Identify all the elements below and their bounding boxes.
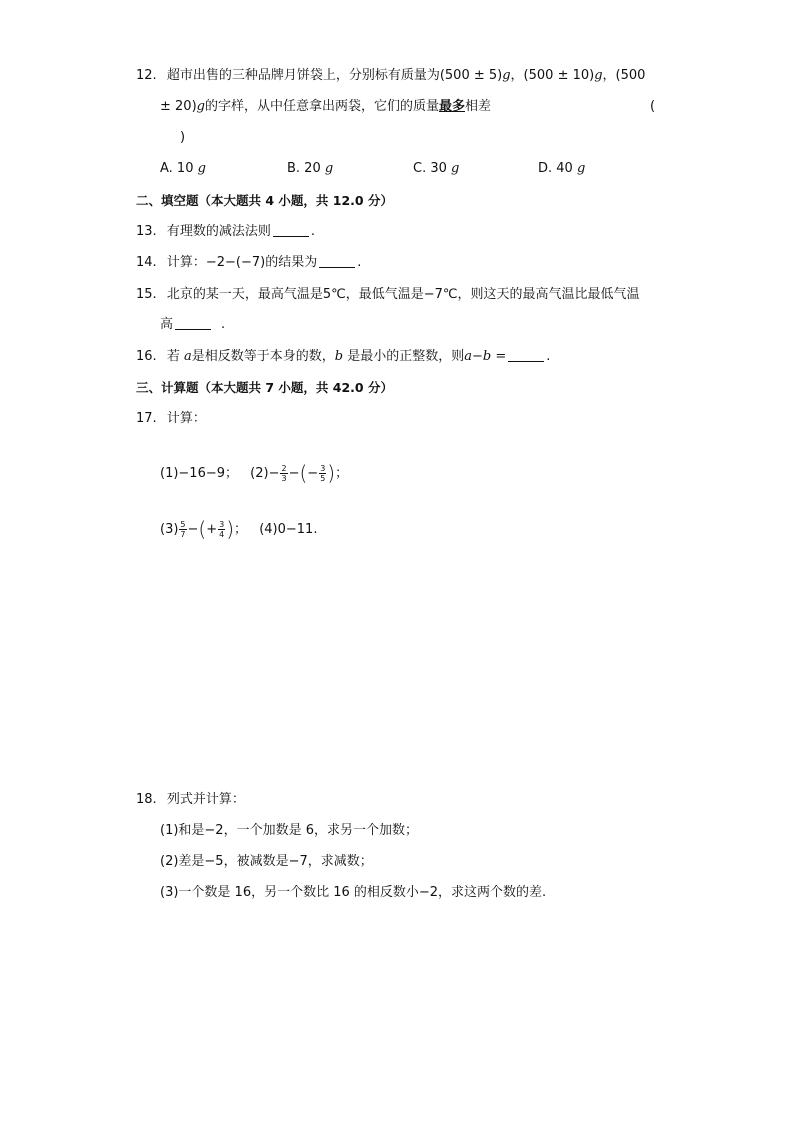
q14-answer-blank[interactable] bbox=[319, 255, 355, 268]
q16-line: 16. 若 a是相反数等于本身的数，b 是最小的正整数，则a−b = . bbox=[136, 349, 551, 364]
q17-part3: (3) $\frac{5}{7}$ −(+ $\frac{3}{4}$ )； bbox=[160, 517, 248, 541]
q12-line2: ± 20)g的字样，从中任意拿出两袋，它们的质量最多相差 bbox=[160, 99, 492, 114]
q13-line: 13. 有理数的减法法则 . bbox=[136, 224, 315, 239]
q17-part2: (2)− $\frac{2}{3}$ −(− $\frac{3}{5}$ )； bbox=[250, 461, 349, 485]
q12-option-a[interactable]: A. 10 g bbox=[160, 161, 206, 176]
q12-text-1: 超市出售的三种品牌月饼袋上，分别标有质量为(500 ± 5) bbox=[166, 68, 503, 83]
q12-option-b[interactable]: B. 20 g bbox=[287, 161, 334, 176]
q17-part4: (4)0−11. bbox=[259, 522, 318, 537]
q17-title: 17. 计算： bbox=[136, 411, 206, 426]
q18-item-1: (1)和是−2，一个加数是 6，求另一个加数； bbox=[160, 823, 418, 838]
q18-title: 18. 列式并计算： bbox=[136, 792, 245, 807]
q14-line: 14. 计算：−2−(−7)的结果为 . bbox=[136, 255, 362, 270]
q16-answer-blank[interactable] bbox=[508, 349, 544, 362]
q15-answer-blank[interactable] bbox=[175, 317, 211, 330]
q17-part1: (1)−16−9； bbox=[160, 466, 239, 481]
q18-item-3: (3)一个数是 16，另一个数比 16 的相反数小−2，求这两个数的差. bbox=[160, 885, 547, 900]
q12-option-d[interactable]: D. 40 g bbox=[538, 161, 586, 176]
fraction-3-5: $\frac{3}{5}$ bbox=[320, 464, 326, 483]
section-heading-calculation: 三、计算题（本大题共 7 小题，共 42.0 分） bbox=[136, 380, 393, 395]
q12-answer-paren-open: ( bbox=[650, 99, 656, 114]
fraction-2-3: $\frac{2}{3}$ bbox=[281, 464, 287, 483]
q12-line1: 12. 超市出售的三种品牌月饼袋上，分别标有质量为(500 ± 5)g，(500 ± 10)g，(500 bbox=[136, 68, 646, 83]
q15-line2: 高 . bbox=[160, 317, 226, 332]
q13-answer-blank[interactable] bbox=[273, 224, 309, 237]
q12-option-c[interactable]: C. 30 g bbox=[413, 161, 460, 176]
q17-row2 bbox=[160, 516, 317, 543]
fraction-5-7: $\frac{5}{7}$ bbox=[180, 520, 186, 539]
q15-line1: 15. 北京的某一天，最高气温是5℃，最低气温是−7℃，则这天的最高气温比最低气温 bbox=[136, 287, 640, 302]
emphasis-most: 最多 bbox=[438, 99, 465, 114]
q17-row1 bbox=[160, 460, 348, 487]
q12-number: 12. bbox=[136, 68, 157, 83]
fraction-3-4: $\frac{3}{4}$ bbox=[219, 520, 225, 539]
section-heading-fill-in: 二、填空题（本大题共 4 小题，共 12.0 分） bbox=[136, 193, 393, 208]
q18-item-2: (2)差是−5，被减数是−7，求减数； bbox=[160, 854, 373, 869]
q12-answer-paren-close: ) bbox=[180, 130, 186, 145]
